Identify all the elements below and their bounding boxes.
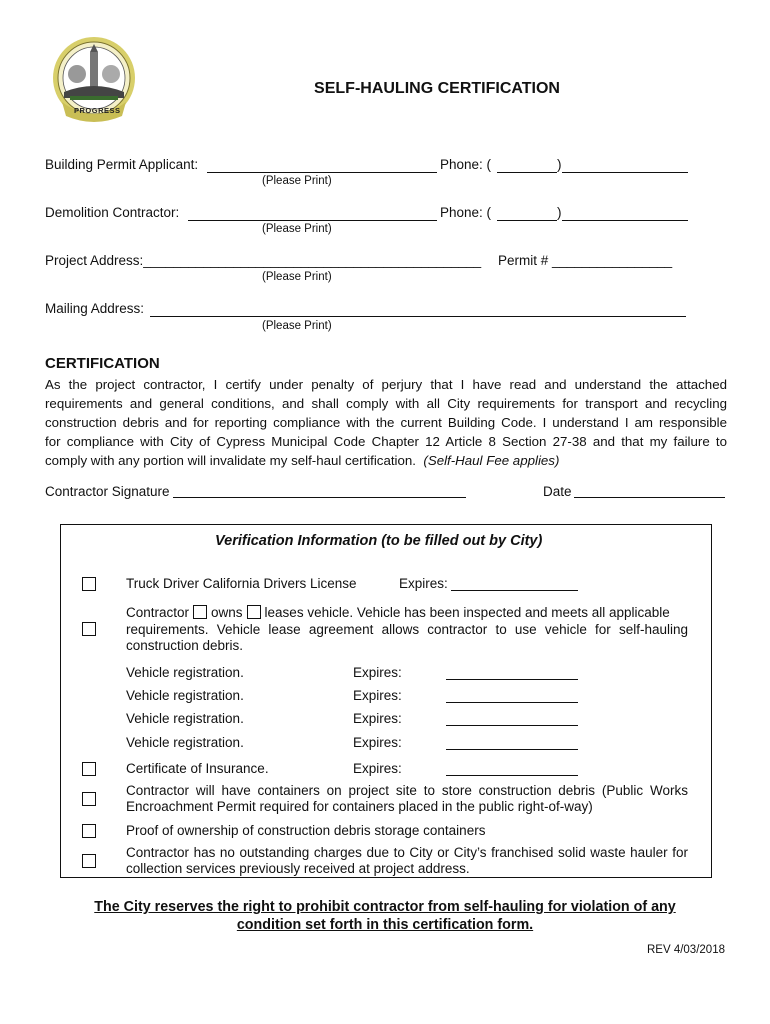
license-checkbox[interactable]: [82, 577, 96, 591]
containers-line: Encroachment Permit required for containers placed in the public right-of-way): [126, 799, 593, 814]
license-expires-line[interactable]: [451, 590, 578, 591]
charges-text: [126, 845, 688, 877]
permit-number-field[interactable]: Permit # ________________: [498, 253, 673, 268]
license-expires-label: Expires:: [399, 576, 448, 591]
ownership-label: Proof of ownership of construction debris storage containers: [126, 823, 486, 838]
registration-label: Vehicle registration.: [126, 665, 244, 680]
vehicle-checkbox[interactable]: [82, 622, 96, 636]
footer-line: condition set forth in this certification form.: [236, 917, 534, 933]
registration-expires-label: Expires:: [353, 688, 402, 703]
insurance-expires-label: Expires:: [353, 761, 402, 776]
revision-label: REV 4/03/2018: [646, 944, 725, 956]
registration-expires-line[interactable]: [446, 749, 578, 750]
page-title-wrap: [0, 80, 770, 98]
registration-expires-line[interactable]: [446, 702, 578, 703]
applicant-phone-area-line[interactable]: [497, 172, 557, 173]
insurance-checkbox[interactable]: [82, 762, 96, 776]
contractor-signature-line[interactable]: [173, 497, 466, 498]
please-print-note: (Please Print): [262, 320, 332, 332]
insurance-label: Certificate of Insurance.: [126, 761, 269, 776]
seal-motto: PROGRESS: [74, 106, 121, 115]
demolition-phone-paren: ): [557, 205, 562, 220]
mailing-address-input-line[interactable]: [150, 316, 686, 317]
contractor-signature-label: Contractor Signature: [45, 484, 170, 499]
vehicle-first-line: [126, 605, 670, 620]
applicant-label: Building Permit Applicant:: [45, 157, 199, 172]
insurance-expires-line[interactable]: [446, 775, 578, 776]
demolition-phone-area-line[interactable]: [497, 220, 557, 221]
verification-heading: Verification Information (to be filled out by City): [215, 533, 543, 549]
self-haul-fee-note: (Self-Haul Fee applies): [423, 453, 560, 468]
certification-line: comply with any portion will invalidate my self-haul certification.: [45, 453, 416, 468]
owns-word: owns: [211, 605, 243, 620]
ownership-checkbox[interactable]: [82, 824, 96, 838]
registration-expires-label: Expires:: [353, 665, 402, 680]
date-input-line[interactable]: [574, 497, 725, 498]
applicant-input-line[interactable]: [207, 172, 437, 173]
registration-label: Vehicle registration.: [126, 735, 244, 750]
registration-expires-label: Expires:: [353, 735, 402, 750]
vehicle-line: construction debris.: [126, 638, 244, 653]
containers-checkbox[interactable]: [82, 792, 96, 806]
certification-line: As the project contractor, I certify under penalty of perjury that I have read and understand the attached: [45, 377, 727, 392]
page-title: SELF-HAULING CERTIFICATION: [314, 80, 560, 97]
owns-checkbox[interactable]: [193, 605, 207, 619]
certification-heading: CERTIFICATION: [45, 355, 160, 372]
certification-paragraph: [45, 375, 727, 470]
containers-text: [126, 783, 688, 815]
please-print-note: (Please Print): [262, 175, 332, 187]
certification-line: requirements and general conditions, and shall comply with all City requirements for transport and recycling: [45, 396, 727, 411]
date-label: Date: [543, 484, 572, 499]
vehicle-line: leases vehicle. Vehicle has been inspected and meets all applicable: [264, 605, 670, 620]
footer-line: The City reserves the right to prohibit contractor from self-hauling for violation of any: [94, 899, 676, 915]
registration-expires-line[interactable]: [446, 725, 578, 726]
charges-line: collection services previously received at project address.: [126, 861, 470, 876]
certification-line: construction debris and for reporting compliance with the current Building Code. I understand I am responsible: [45, 415, 727, 430]
mailing-address-label: Mailing Address:: [45, 301, 145, 316]
applicant-phone-label: Phone: (: [440, 157, 492, 172]
charges-line: Contractor has no outstanding charges due to City or City’s franchised solid waste hauler for: [126, 845, 688, 860]
vehicle-text: [126, 622, 688, 654]
please-print-note: (Please Print): [262, 223, 332, 235]
registration-expires-label: Expires:: [353, 711, 402, 726]
contractor-word: Contractor: [126, 605, 190, 620]
registration-label: Vehicle registration.: [126, 711, 244, 726]
charges-checkbox[interactable]: [82, 854, 96, 868]
applicant-phone-paren: ): [557, 157, 562, 172]
registration-label: Vehicle registration.: [126, 688, 244, 703]
license-label: Truck Driver California Drivers License: [126, 576, 357, 591]
certification-line: for compliance with City of Cypress Municipal Code Chapter 12 Article 8 Section 27-38 and that my failure to: [45, 434, 727, 449]
demolition-phone-number-line[interactable]: [562, 220, 688, 221]
demolition-input-line[interactable]: [188, 220, 437, 221]
demolition-phone-label: Phone: (: [440, 205, 492, 220]
footer-statement: [0, 898, 770, 934]
applicant-phone-number-line[interactable]: [562, 172, 688, 173]
registration-expires-line[interactable]: [446, 679, 578, 680]
vehicle-line: requirements. Vehicle lease agreement allows contractor to use vehicle for self-hauling: [126, 622, 688, 637]
please-print-note: (Please Print): [262, 271, 332, 283]
demolition-label: Demolition Contractor:: [45, 205, 180, 220]
leases-checkbox[interactable]: [247, 605, 261, 619]
certification-last-line: [45, 451, 727, 470]
containers-line: Contractor will have containers on project site to store construction debris (Public Works: [126, 783, 688, 798]
project-address-field[interactable]: Project Address:_____________________________________________: [45, 253, 482, 268]
